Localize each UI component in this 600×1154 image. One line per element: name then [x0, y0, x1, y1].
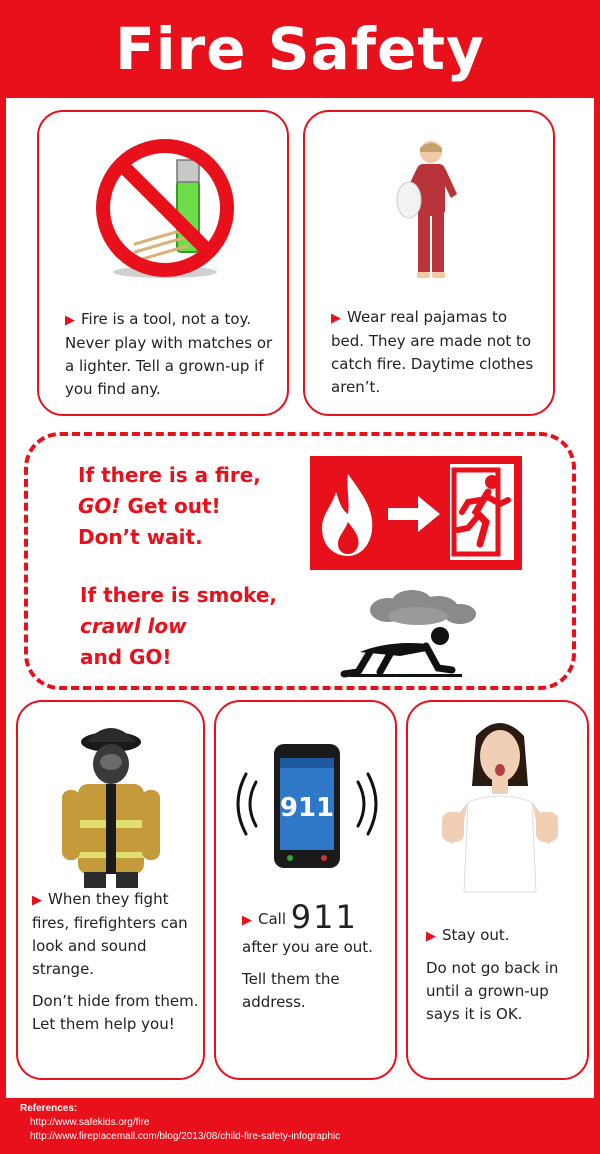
fire-line-1: If there is a fire, — [78, 463, 261, 487]
card-fire-tool-lead: Fire is a tool, not a toy. — [81, 310, 252, 328]
child-pajamas-icon — [391, 138, 471, 288]
reference-link[interactable]: http://www.safekids.org/fire — [30, 1117, 150, 1128]
fire-line-2: Get out! — [127, 494, 221, 518]
card-call-911-pre: Call — [258, 910, 287, 928]
stop-hands-person-icon — [440, 716, 560, 896]
card-firefighter — [16, 700, 205, 1080]
pointer-arrow-icon: ▶ — [65, 313, 75, 328]
smoke-instructions — [80, 580, 300, 673]
exit-door — [450, 464, 514, 560]
card-pajamas — [303, 110, 555, 416]
escape-section — [24, 432, 576, 690]
reference-link[interactable]: http://www.fireplacemall.com/blog/2013/08/child-fire-safety-infographic — [30, 1131, 341, 1142]
card-pajamas-body: They are made not to catch fire. Daytime clothes aren’t. — [331, 332, 534, 396]
pointer-arrow-icon: ▶ — [242, 913, 252, 928]
card-fire-tool-text — [65, 308, 275, 401]
card-firefighter-lead: When they fight fires, firefighters can look and sound strange. — [32, 890, 188, 978]
smoke-line-2: crawl low — [80, 614, 187, 638]
card-pajamas-lead: Wear real pajamas to bed. — [331, 308, 508, 350]
card-fire-tool-body: Never play with matches or a lighter. Tell a grown-up if you find any. — [65, 334, 273, 398]
smoke-line-1: If there is smoke, — [80, 583, 277, 607]
card-stay-out-body: Do not go back in until a grown-up says it is OK. — [426, 959, 559, 1023]
references-heading: References: — [20, 1103, 78, 1114]
fire-line-3: Don’t wait. — [78, 525, 203, 549]
page-title: Fire Safety — [115, 15, 485, 83]
pointer-arrow-icon: ▶ — [32, 893, 42, 908]
card-stay-out-lead: Stay out. — [442, 926, 510, 944]
fire-go: GO! — [78, 494, 121, 518]
exit-running-man-icon — [450, 464, 514, 560]
phone-screen-text: 911 — [279, 793, 335, 823]
firefighter-icon — [56, 720, 166, 890]
card-firefighter-text — [32, 888, 200, 1036]
smoke-line-3: and GO! — [80, 645, 172, 669]
no-lighter-icon — [85, 132, 245, 282]
card-pajamas-text — [331, 306, 541, 399]
card-call-911-post: after you are out. — [242, 938, 373, 956]
crawling-person-icon — [340, 622, 470, 682]
card-fire-tool — [37, 110, 289, 416]
phone-911-icon — [232, 742, 382, 872]
card-call-911 — [214, 700, 397, 1080]
exit-sign — [310, 456, 522, 570]
right-arrow-icon — [386, 494, 442, 534]
card-call-911-number: 911 — [290, 898, 358, 936]
references — [20, 1102, 340, 1144]
card-firefighter-body: Don’t hide from them. Let them help you! — [32, 992, 199, 1033]
card-stay-out-text — [426, 924, 586, 1026]
card-call-911-text — [242, 898, 392, 1014]
header-bar — [0, 0, 600, 98]
pointer-arrow-icon: ▶ — [426, 929, 436, 944]
pointer-arrow-icon: ▶ — [331, 311, 341, 326]
fire-icon — [318, 470, 378, 560]
card-stay-out — [406, 700, 589, 1080]
fire-instructions — [78, 460, 298, 553]
card-call-911-body: Tell them the address. — [242, 970, 340, 1011]
